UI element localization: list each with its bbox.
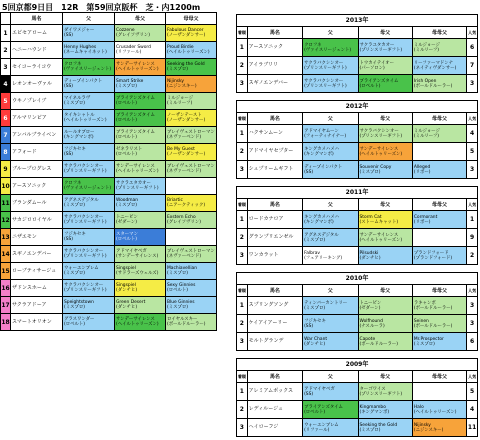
column-header: 馬名 (247, 199, 302, 211)
finish-position: 1 (237, 383, 248, 401)
horse-name: アースソニック (247, 39, 302, 57)
sire: クロフネ (ヴァイスリージェント) (63, 178, 115, 195)
sire: ダイワメジャー (SS) (63, 25, 115, 42)
horse-name: エピセアローム (11, 25, 63, 42)
second-dam-sire: Halo (ヘイルトゥリーズン) (412, 401, 466, 419)
table-row (237, 247, 478, 265)
broodmare-sire: Cozzene (グレイソヴリン) (115, 25, 166, 42)
horse-name: ウキノプレイブ (11, 93, 63, 110)
popularity: 11 (467, 419, 478, 437)
column-header: 父 (303, 113, 358, 125)
year-result-table (236, 358, 478, 437)
broodmare-sire: サンデーサイレンス (ヘイルトゥリーズン) (115, 59, 166, 76)
horse-number: 1 (1, 25, 11, 42)
popularity: 4 (467, 125, 478, 143)
second-dam-sire: Mr.Prospector (ミスプロ) (412, 333, 466, 351)
column-header: 父 (303, 371, 358, 383)
broodmare-sire: サクラユタカオー (プリンスリーギフト) (358, 39, 412, 57)
horse-number: 14 (1, 246, 11, 263)
second-dam-sire: Be My Guest (ノーザンダンサー) (166, 144, 217, 161)
broodmare-sire: トウカイテイオー (パーソロン) (358, 57, 412, 75)
broodmare-sire: Storm Cat (ストームキャット) (358, 211, 412, 229)
table-row (237, 39, 478, 57)
table-row (237, 315, 478, 333)
broodmare-sire: サクラユタカオー (プリンスリーギフト) (115, 178, 166, 195)
column-header: 馬名 (247, 285, 302, 297)
second-dam-sire: ブレイヴェストローマン (ネヴァーベンド) (166, 127, 217, 144)
finish-position: 2 (237, 229, 248, 247)
table-row (1, 229, 217, 246)
popularity: 3 (467, 315, 478, 333)
column-header: 人気 (467, 113, 478, 125)
broodmare-sire: スターマン (ロベルト) (115, 229, 166, 246)
column-header: 着順 (237, 113, 248, 125)
sire: Henny Hughes (ネームキャイネット) (63, 42, 115, 59)
table-row (237, 211, 478, 229)
broodmare-sire: ブライアンズタイム (ロベルト) (358, 75, 412, 93)
broodmare-sire: サクラバクシンオー (プリンスリーギフト) (358, 125, 412, 143)
table-row (1, 110, 217, 127)
table-row (237, 297, 478, 315)
broodmare-sire: Smart Strike (ミスプロ) (115, 76, 166, 93)
popularity: 5 (467, 383, 478, 401)
sire: ディープインパクト (SS) (303, 161, 358, 179)
second-dam-sire: Nijinsky (ニジンスキー) (166, 76, 217, 93)
column-header (1, 13, 11, 25)
year-heading: 2013年 (237, 15, 478, 27)
horse-number: 15 (1, 263, 11, 280)
column-header: 母母父 (412, 27, 466, 39)
second-dam-sire (412, 143, 466, 161)
sire: ティンバーカントリー (ミスプロ) (303, 297, 358, 315)
broodmare-sire: サンデーサイレンス (ヘイルトゥリーズン) (358, 229, 412, 247)
sire: サクラバクシンオー (プリンスリーギフト) (63, 246, 115, 263)
horse-number: 13 (1, 229, 11, 246)
horse-name: アドマイヤセプター (247, 143, 302, 161)
horse-number: 3 (1, 59, 11, 76)
sire: アグネスデジタル (ミスプロ) (63, 195, 115, 212)
table-row (1, 280, 217, 297)
second-dam-sire: Seeking the Gold (ミスプロ) (166, 59, 217, 76)
second-dam-sire: Nijinsky (ニジンスキー) (412, 419, 466, 437)
second-dam-sire: Exstern Echo (グレイソヴリン) (166, 212, 217, 229)
column-header: 母母父 (412, 199, 466, 211)
broodmare-sire: ゼネラリスト (ロベルト) (115, 144, 166, 161)
horse-number: 5 (1, 93, 11, 110)
column-header: 人気 (467, 371, 478, 383)
finish-position: 3 (237, 419, 248, 437)
column-header: 父 (63, 13, 115, 25)
popularity: 4 (467, 401, 478, 419)
sire: クロフネ (ヴァイスリージェント) (63, 59, 115, 76)
table-row (1, 314, 217, 331)
finish-position: 1 (237, 125, 248, 143)
table-row (1, 246, 217, 263)
horse-name: レオンオーヴァル (11, 76, 63, 93)
sire: サクラバクシンオー (プリンスリーギフト) (63, 280, 115, 297)
year-heading: 2010年 (237, 273, 478, 285)
sire: アドマイヤムーン (フォーティナイナー) (303, 125, 358, 143)
column-header: 人気 (467, 199, 478, 211)
column-header: 父 (303, 199, 358, 211)
second-dam-sire: Machiavellian (ミスプロ) (166, 263, 217, 280)
popularity: 3 (467, 297, 478, 315)
sire: ウォーエンブレム (リファール) (303, 419, 358, 437)
finish-position: 3 (237, 161, 248, 179)
column-header: 母母父 (412, 285, 466, 297)
second-dam-sire: Fabulous Dancer (ノーザンダンサー) (166, 25, 217, 42)
sire: タイキシャトル (ヘイルトゥリーズン) (63, 110, 115, 127)
sire: アドマイヤベガ (SS) (303, 383, 358, 401)
table-row (1, 76, 217, 93)
second-dam-sire (166, 178, 217, 195)
sire: Falbrav (フェアリーキング) (303, 247, 358, 265)
column-header: 着順 (237, 285, 248, 297)
table-row (237, 419, 478, 437)
table-row (1, 195, 217, 212)
second-dam-sire: Cormorant (リボー) (412, 211, 466, 229)
horse-number: 4 (1, 76, 11, 93)
horse-number: 9 (1, 161, 11, 178)
horse-number: 11 (1, 195, 11, 212)
second-dam-sire: Irish Open (ボールドルーラー) (412, 75, 466, 93)
horse-name: ヘニーハウンド (11, 42, 63, 59)
table-row (237, 401, 478, 419)
finish-position: 3 (237, 247, 248, 265)
horse-name: サクラアドーア (11, 297, 63, 314)
year-heading: 2009年 (237, 359, 478, 371)
sire: Speightstown (ミスプロ) (63, 297, 115, 314)
column-header: 着順 (237, 27, 248, 39)
finish-position: 1 (237, 211, 248, 229)
second-dam-sire (412, 229, 466, 247)
year-result-table (236, 100, 478, 179)
broodmare-sire: Seeking the Gold (ミスプロ) (358, 419, 412, 437)
year-result-table (236, 186, 478, 265)
horse-number: 12 (1, 212, 11, 229)
year-result-table (236, 272, 478, 351)
second-dam-sire: Seinen (ボールドルーラー) (412, 315, 466, 333)
horse-name: レディルージュ (247, 401, 302, 419)
sire: サクラバクシンオー (プリンスリーギフト) (63, 212, 115, 229)
broodmare-sire: Woodman (ミスプロ) (115, 195, 166, 212)
horse-name: ザドンスホーム (11, 280, 63, 297)
horse-number: 6 (1, 110, 11, 127)
second-dam-sire: ノーザンテースト (ノーザンダンサー) (166, 110, 217, 127)
column-header: 母父 (358, 113, 412, 125)
sire: War Chant (ダンチヒ) (303, 333, 358, 351)
popularity: 2 (467, 247, 478, 265)
horse-name: ブループログレス (11, 161, 63, 178)
column-header: 母父 (115, 13, 166, 25)
broodmare-sire: Capote (ボールドルーラー) (358, 333, 412, 351)
finish-position: 2 (237, 143, 248, 161)
page-title: 5回京都9日目 12R 第59回京阪杯 芝・内1200m (2, 3, 201, 12)
finish-position: 3 (237, 75, 248, 93)
table-row (1, 144, 217, 161)
finish-position: 1 (237, 297, 248, 315)
sire: ルールオブロー (キングマンボ) (63, 127, 115, 144)
horse-name: アルマリンピア (11, 110, 63, 127)
popularity: 6 (467, 333, 478, 351)
sire: クロフネ (ヴァイスリージェント) (303, 39, 358, 57)
broodmare-sire: Green Desert (ダンチヒ) (115, 297, 166, 314)
broodmare-sire: Singspiel (サドラーズウェルズ) (115, 263, 166, 280)
horse-name: スギノエンデバー (11, 246, 63, 263)
broodmare-sire: トニービン (ゼダーン) (115, 212, 166, 229)
horse-name: ケイアイアーリー (247, 315, 302, 333)
horse-name: ニザエモン (11, 229, 63, 246)
year-heading: 2011年 (237, 187, 478, 199)
table-row (237, 229, 478, 247)
table-row (237, 333, 478, 351)
broodmare-sire: Souvenir Copy (ミスプロ) (358, 161, 412, 179)
broodmare-sire: Kingmambo (キングマンボ) (358, 401, 412, 419)
finish-position: 2 (237, 57, 248, 75)
horse-number: 7 (1, 127, 11, 144)
horse-name: ローブティサージュ (11, 263, 63, 280)
sire: ブライアンズタイム (ロベルト) (303, 401, 358, 419)
table-row (1, 178, 217, 195)
broodmare-sire: ブライアンズタイム (ロベルト) (115, 110, 166, 127)
broodmare-sire: ブライアンズタイム (ロベルト) (115, 93, 166, 110)
second-dam-sire: Proud Birdie (ヘイルトゥリーズン) (166, 42, 217, 59)
horse-number: 17 (1, 297, 11, 314)
finish-position: 3 (237, 333, 248, 351)
second-dam-sire: Briartic (ニアークティック) (166, 195, 217, 212)
sire: キングカメハメハ (キングマンボ) (303, 211, 358, 229)
popularity: 3 (467, 161, 478, 179)
column-header: 馬名 (247, 27, 302, 39)
broodmare-sire: Singspiel (ダンチヒ) (115, 280, 166, 297)
second-dam-sire (412, 383, 466, 401)
finish-position: 1 (237, 39, 248, 57)
horse-number: 8 (1, 144, 11, 161)
column-header: 父 (303, 27, 358, 39)
broodmare-sire: アドマイヤベガ (サンデーサイレンス) (115, 246, 166, 263)
table-row (1, 263, 217, 280)
broodmare-sire: Crusader Sword (リファール) (115, 42, 166, 59)
finish-position: 2 (237, 401, 248, 419)
sire: ウォーエンブレム (ミスプロ) (63, 263, 115, 280)
table-row (237, 75, 478, 93)
sire: サクラバクシンオー (プリンスリーギフト) (303, 75, 358, 93)
table-row (1, 59, 217, 76)
horse-name: ブランダムール (11, 195, 63, 212)
second-dam-sire: ラキャンボ (ボールドルーラー) (412, 297, 466, 315)
broodmare-sire: Wolfhound (ナスルーラ) (358, 315, 412, 333)
horse-name: ワンカラット (247, 247, 302, 265)
horse-number: 10 (1, 178, 11, 195)
column-header: 着順 (237, 371, 248, 383)
second-dam-sire: ミルジョージ (ミルリーフ) (412, 39, 466, 57)
second-dam-sire: ミルジョージ (ミルリーフ) (412, 125, 466, 143)
sire: フジキセキ (SS) (63, 144, 115, 161)
column-header: 着順 (237, 199, 248, 211)
horse-name: アースソニック (11, 178, 63, 195)
second-dam-sire: ロイヤルスキー (ボールドルーラー) (166, 314, 217, 331)
column-header: 母父 (358, 27, 412, 39)
year-heading: 2012年 (237, 101, 478, 113)
horse-number: 18 (1, 314, 11, 331)
column-header: 母父 (358, 199, 412, 211)
broodmare-sire: サンデーサイレンス (ヘイルトゥリーズン) (115, 314, 166, 331)
table-row (1, 25, 217, 42)
table-row (1, 127, 217, 144)
broodmare-sire: ターゴワイス (プリンスリーギフト) (358, 383, 412, 401)
sire: グラスワンダー (ロベルト) (63, 314, 115, 331)
table-row (1, 297, 217, 314)
horse-name: アンバルブライベン (11, 127, 63, 144)
table-row (1, 212, 217, 229)
horse-name: シュプリームギフト (247, 161, 302, 179)
column-header: 人気 (467, 285, 478, 297)
column-header: 馬名 (247, 371, 302, 383)
sire: マイネルラヴ (ミスプロ) (63, 93, 115, 110)
table-row (1, 161, 217, 178)
popularity: 3 (467, 75, 478, 93)
column-header: 母父 (358, 285, 412, 297)
broodmare-sire: ブライアンズタイム (ロベルト) (115, 127, 166, 144)
table-row (237, 383, 478, 401)
horse-name: セイコーライコウ (11, 59, 63, 76)
sire: ディープインパクト (SS) (63, 76, 115, 93)
second-dam-sire: ミルジョージ (ミルリーフ) (166, 93, 217, 110)
horse-name: スプリングソング (247, 297, 302, 315)
column-header: 母母父 (412, 371, 466, 383)
horse-name: スギノエンデバー (247, 75, 302, 93)
horse-name: アイラブリリ (247, 57, 302, 75)
horse-name: ヘイローフジ (247, 419, 302, 437)
horse-name: グランプリエンゼル (247, 229, 302, 247)
horse-name: アレミアムボックス (247, 383, 302, 401)
broodmare-sire: Pilsudski (ダンチヒ) (358, 247, 412, 265)
horse-number: 2 (1, 42, 11, 59)
horse-name: サカジロロイヤル (11, 212, 63, 229)
finish-position: 2 (237, 315, 248, 333)
second-dam-sire (166, 229, 217, 246)
second-dam-sire: Alleged (リボー) (412, 161, 466, 179)
column-header: 父 (303, 285, 358, 297)
popularity: 9 (467, 229, 478, 247)
horse-name: スマートオリオン (11, 314, 63, 331)
horse-name: アフォード (11, 144, 63, 161)
horse-name: ロードカナロア (247, 211, 302, 229)
sire: フジキセキ (SS) (303, 315, 358, 333)
table-row (237, 125, 478, 143)
column-header: 馬名 (11, 13, 63, 25)
broodmare-sire: サンデーサイレンス (ヘイルトゥリーズン) (358, 143, 412, 161)
second-dam-sire: ブレイヴェストローマン (ネヴァーベンド) (166, 161, 217, 178)
sire: アグネスデジタル (ミスプロ) (303, 229, 358, 247)
sire: キングカメハメハ (キングマンボ) (303, 143, 358, 161)
table-row (237, 161, 478, 179)
second-dam-sire: プランドフォード (プランドフォード) (412, 247, 466, 265)
second-dam-sire: ブレイヴェストローマン (ネヴァーベンド) (166, 246, 217, 263)
popularity: 5 (467, 143, 478, 161)
horse-name: モルトグランデ (247, 333, 302, 351)
popularity: 7 (467, 57, 478, 75)
broodmare-sire: トニービン (ゼダーン) (358, 297, 412, 315)
broodmare-sire: サンデーサイレンス (ヘイルトゥリーズン) (115, 161, 166, 178)
column-header: 人気 (467, 27, 478, 39)
column-header: 母母父 (166, 13, 217, 25)
sire: サクラバクシンオー (プリンスリーギフト) (63, 161, 115, 178)
year-result-table (236, 14, 478, 93)
horse-number: 16 (1, 280, 11, 297)
second-dam-sire: Blue Ginnies (ミスプロ) (166, 297, 217, 314)
race-entry-table (0, 12, 217, 331)
column-header: 母父 (358, 371, 412, 383)
table-row (237, 143, 478, 161)
sire: サクラバクシンオー (プリンスリーギフト) (303, 57, 358, 75)
second-dam-sire: リーファーマドンナ (ネイティヴダンサー) (412, 57, 466, 75)
popularity: 6 (467, 39, 478, 57)
horse-name: ハクサンムーン (247, 125, 302, 143)
second-dam-sire: Sexy Ginnies (ロベルト) (166, 280, 217, 297)
table-row (1, 93, 217, 110)
column-header: 母母父 (412, 113, 466, 125)
table-row (1, 42, 217, 59)
table-row (237, 57, 478, 75)
column-header: 馬名 (247, 113, 302, 125)
popularity: 1 (467, 211, 478, 229)
sire: フジキセキ (SS) (63, 229, 115, 246)
